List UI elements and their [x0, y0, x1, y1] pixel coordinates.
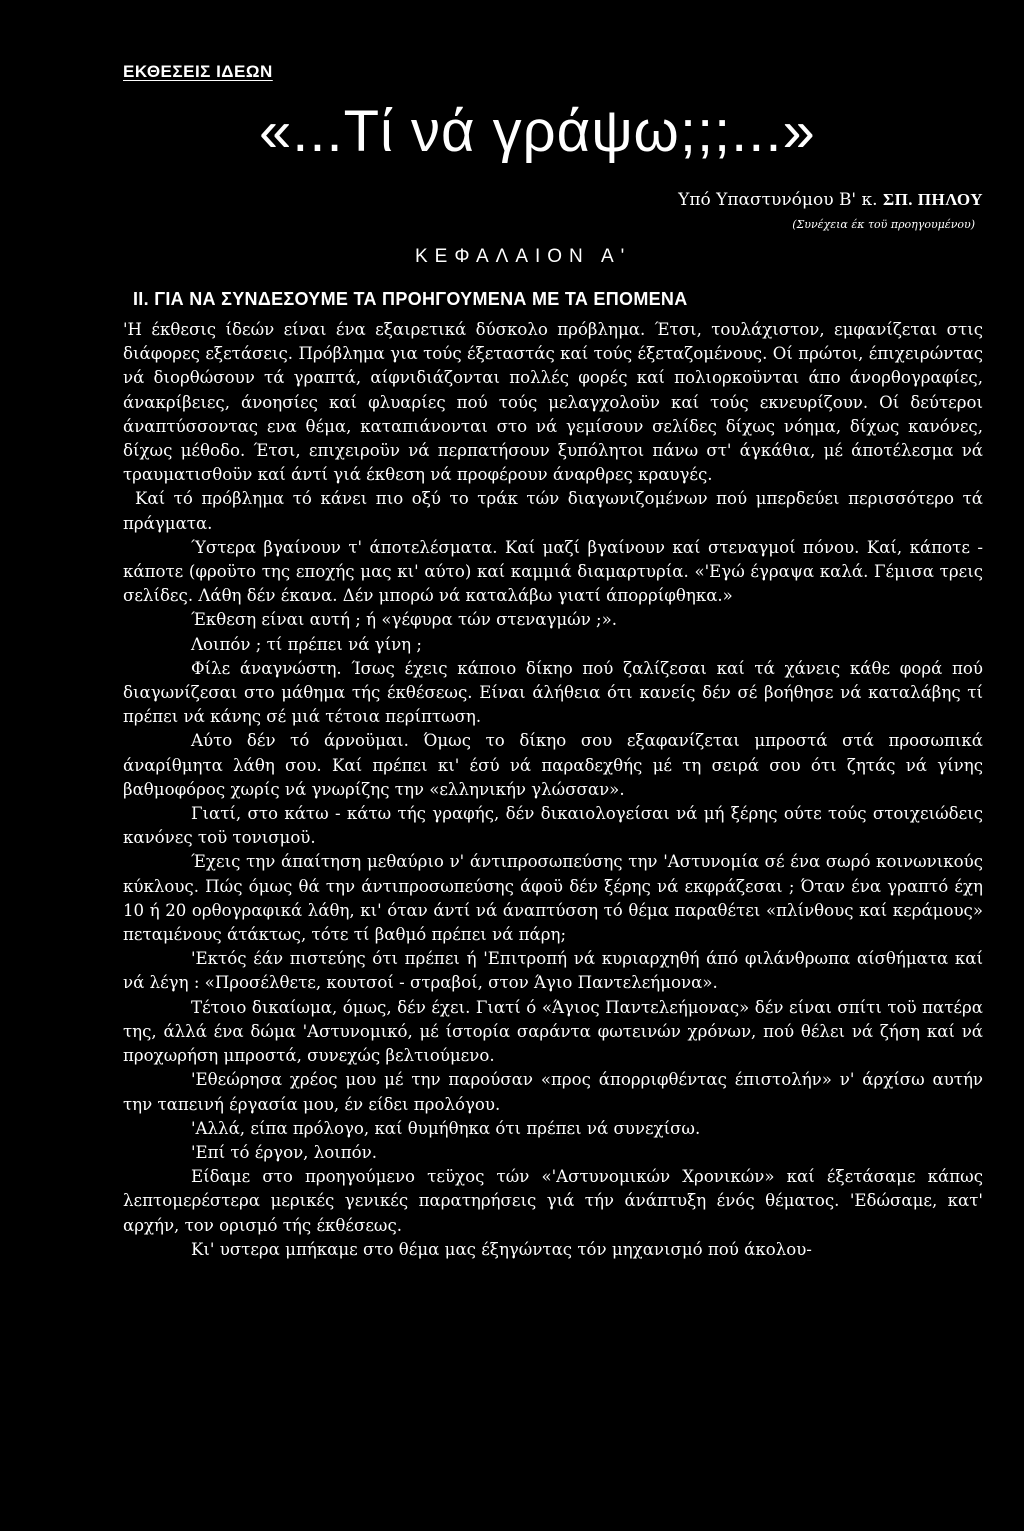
byline	[678, 190, 983, 210]
byline-prefix: Υπό Υπαστυνόμου Β' κ.	[678, 190, 883, 210]
article-title: «...Τί νά γράψω;;;...»	[259, 99, 816, 164]
paragraph: Έκθεση είναι αυτή ; ή «γέφυρα τών στεναγμών ;».	[191, 610, 618, 630]
paragraph: Φίλε άναγνώστη. Ίσως έχεις κάποιο δίκηο πού ζαλίζεσαι καί τά χάνεις κάθε φορά πού διαγωνίζεσαι στο μάθημα τής έκθέσεως. Είναι άλήθεια ότι κανείς δέν σέ βοήθησε νά καταλάβης τί πρέπει νά κάνης σέ μιά τέτοια περίπτωση.	[123, 658, 983, 727]
paragraph: Καί τό πρόβλημα τό κάνει πιο οξύ το τράκ τών διαγωνιζομένων πού μπερδεύει περισσότερο τά πράγματα.	[123, 489, 983, 533]
paragraph: 'Αλλά, είπα πρόλογο, καί θυμήθηκα ότι πρέπει νά συνεχίσω.	[191, 1118, 701, 1138]
paragraph: Τέτοιο δικαίωμα, όμως, δέν έχει. Γιατί ό «Άγιος Παντελεήμονας» δέν είναι σπίτι τοϋ πατέρα της, άλλά ένα δώμα 'Αστυνομικό, μέ ίστορία σαράντα φωτεινών χρόνων, πού θέλει νά ζήση καί νά προχωρήση μπροστά, συνεχώς βελτιούμενο.	[123, 997, 983, 1066]
paragraph: Γιατί, στο κάτω - κάτω τής γραφής, δέν δικαιολογείσαι νά μή ξέρης ούτε τούς στοιχειώδεις κανόνες τοϋ τονισμοϋ.	[123, 804, 983, 848]
byline-author: ΣΠ. ΠΗΛΟΥ	[882, 190, 983, 209]
paragraph: 'Επί τό έργον, λοιπόν.	[191, 1142, 377, 1162]
paragraph: 'Εθεώρησα χρέος μου μέ την παρούσαν «προς άπορριφθέντας έπιστολήν» ν' άρχίσω αυτήν την ταπεινή έργασία μου, έν είδει προλόγου.	[123, 1070, 983, 1114]
paragraph: 'Εκτός έάν πιστεύης ότι πρέπει ή 'Επιτροπή νά κυριαρχηθή άπό φιλάνθρωπα αίσθήματα καί νά λέγη : «Προσέλθετε, κουτσοί - στραβοί, στον Άγιο Παντελεήμονα».	[123, 949, 983, 993]
document-page	[123, 0, 983, 1531]
paragraph: Ύστερα βγαίνουν τ' άποτελέσματα. Καί μαζί βγαίνουν καί στεναγμοί πόνου. Καί, κάποτε - κάποτε (φροϋτο της εποχής μας κι' αύτο) καί καμμιά διαμαρτυρία. «'Εγώ έγραψα καλά. Γέμισα τρεις σελίδες. Λάθη δέν έκανα. Δέν μπορώ νά καταλάβω γιατί άπορρίφθηκα.»	[123, 537, 983, 606]
paragraph: Λοιπόν ; τί πρέπει νά γίνη ;	[191, 634, 422, 654]
chapter-heading: ΚΕΦΑΛΑΙΟΝ Α'	[415, 246, 632, 267]
article-body	[123, 318, 983, 1262]
paragraph: Έχεις την άπαίτηση μεθαύριο ν' άντιπροσωπεύσης την 'Αστυνομία σέ ένα σωρό κοινωνικούς κύκλους. Πώς όμως θά την άντιπροσωπεύσης άφοϋ δέν ξέρης νά εκφράζεσαι ; Όταν ένα γραπτό έχη 10 ή 20 ορθογραφικά λάθη, κι' όταν άντί νά άναπτύσση τό θέμα παραθέτει «πλίνθους καί κεράμους» πεταμένους άτάκτως, τότε τί βαθμό πρέπει νά πάρη;	[123, 852, 983, 945]
section-label: ΕΚΘΕΣΕΙΣ ΙΔΕΩΝ	[123, 62, 273, 81]
paragraph: Αύτο δέν τό άρνοϋμαι. Όμως το δίκηο σου εξαφανίζεται μπροστά στά προσωπικά άναρίθμητα λάθη σου. Καί πρέπει κι' έσύ νά παραδεχθής μέ τη σειρά σου ότι ζητάς νά γίνης βαθμοφόρος χωρίς νά γνωρίζης την «ελληνικήν γλώσσαν».	[123, 731, 983, 799]
section-subheading: ΙΙ. ΓΙΑ ΝΑ ΣΥΝΔΕΣΟΥΜΕ ΤΑ ΠΡΟΗΓΟΥΜΕΝΑ ΜΕ ΤΑ ΕΠΟΜΕΝΑ	[133, 289, 688, 309]
paragraph: Κι' υστερα μπήκαμε στο θέμα μας έξηγώντας τόν μηχανισμό πού άκολου-	[191, 1239, 812, 1259]
continued-note: (Συνέχεια έκ τοϋ προηγουμένου)	[792, 218, 975, 231]
paragraph: 'Η έκθεσις ίδεών είναι ένα εξαιρετικά δύσκολο πρόβλημα. Έτσι, τουλάχιστον, εμφανίζεται στις διάφορες εξετάσεις. Πρόβλημα για τούς έξεταστάς καί τούς έξεταζομένους. Οί πρώτοι, έπιχειρώντας νά διορθώσουν τά γραπτά, αίφνιδιάζονται πολλές φορές καί πολιορκοϋνται άπο άνορθογραφίες, άνακρίβειες, άνοησίες καί φλυαρίες πού τούς μελαγχολοϋν καί τούς εκνευρίζουν. Οί δεύτεροι άναπτύσσοντας ενα θέμα, καταπιάνονται στο νά γεμίσουν σελίδες δίχως νόημα, δίχως κανόνες, δίχως μέθοδο. Έτσι, επιχειροϋν νά περπατήσουν ξυπόλητοι πάνω στ' άγκάθια, μέ άποτέλεσμα νά τραυματισθοϋν καί άντί γιά έκθεση νά προφέρουν άναρθρες κραυγές.	[123, 320, 983, 485]
paragraph: Είδαμε στο προηγούμενο τεϋχος τών «'Αστυνομικών Χρονικών» καί έξετάσαμε κάπως λεπτομερέστερα μερικές γενικές παρατηρήσεις γιά τήν άνάπτυξη ένός θέματος. 'Εδώσαμε, κατ' αρχήν, τον ορισμό τής έκθέσεως.	[123, 1167, 983, 1235]
